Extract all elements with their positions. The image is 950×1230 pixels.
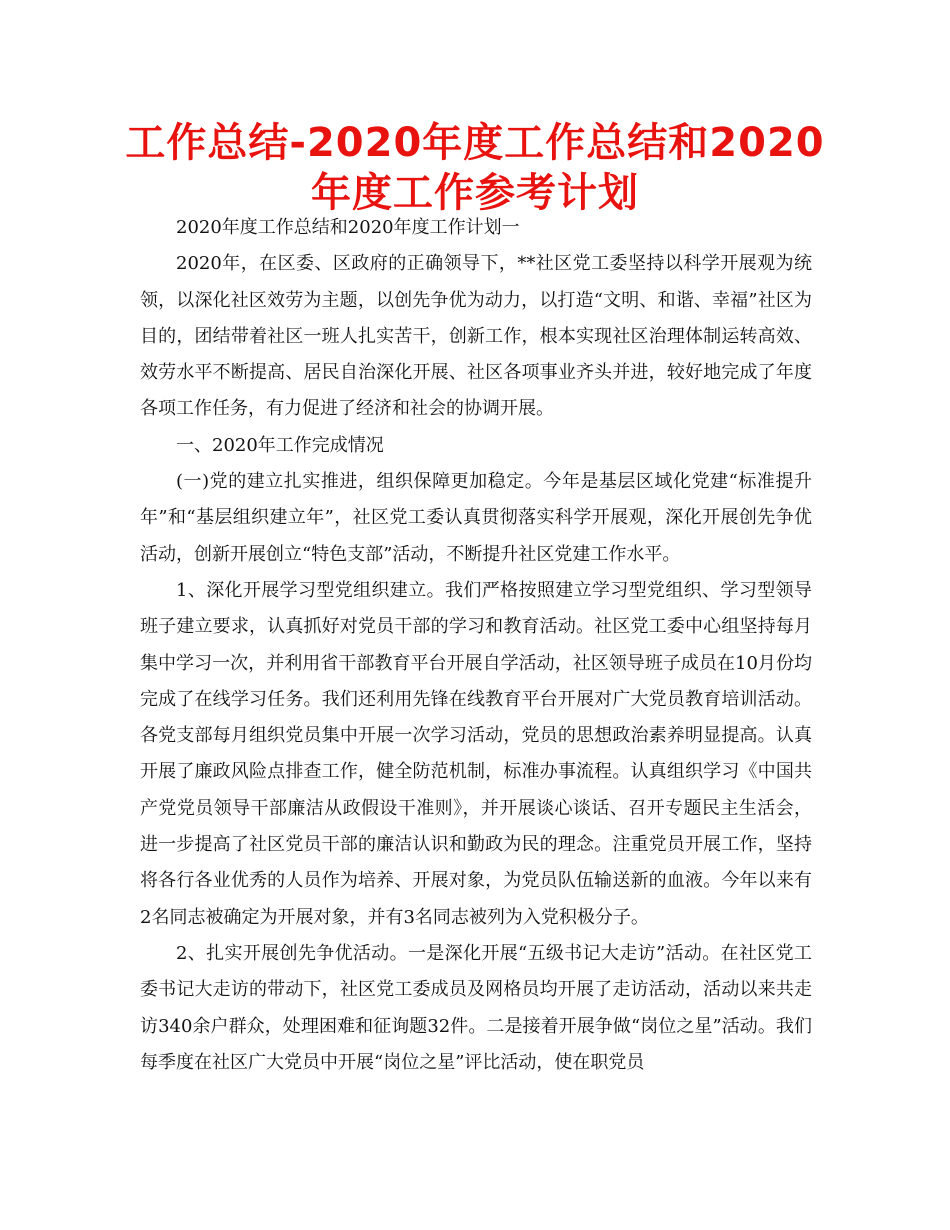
paragraph-party-building: (一)党的建立扎实推进，组织保障更加稳定。今年是基层区域化党建“标准提升年”和“基层组织建立年”，社区党工委认真贯彻落实科学开展观，深化开展创先争优活动，创新开展创立“特色支部”活动，不断提升社区党建工作水平。 [140, 471, 812, 565]
section-heading-completion: 一、2020年工作完成情况 [176, 434, 384, 456]
paragraph-intro: 2020年，在区委、区政府的正确领导下，**社区党工委坚持以科学开展观为统领，以深化社区效劳为主题，以创先争优为动力，以打造“文明、和谐、幸福”社区为目的，团结带着社区一班人扎实苦干，创新工作，根本实现社区治理体制运转高效、效劳水平不断提高、居民自治深化开展、社区各项事业齐头并进，较好地完成了年度各项工作任务，有力促进了经济和社会的协调开展。 [140, 253, 812, 420]
paragraph-plan-heading: 2020年度工作总结和2020年度工作计划一 [176, 217, 520, 238]
document-title: 工作总结-2020年度工作总结和2020年度工作参考计划 [125, 120, 825, 216]
document-body [140, 210, 812, 1081]
paragraph-excellence-activity: 2、扎实开展创先争优活动。一是深化开展“五级书记大走访”活动。在社区党工委书记大走访的带动下，社区党工委成员及网格员均开展了走访活动，活动以来共走访340余户群众，处理困难和征询题32件。二是接着开展争做“岗位之星”活动。我们每季度在社区广大党员中开展“岗位之星”评比活动，使在职党员 [140, 942, 812, 1073]
paragraph-learning-organization: 1、深化开展学习型党组织建立。我们严格按照建立学习型党组织、学习型领导班子建立要求，认真抓好对党员干部的学习和教育活动。社区党工委中心组坚持每月集中学习一次，并利用省干部教育平台开展自学活动，社区领导班子成员在10月份均完成了在线学习任务。我们还利用先锋在线教育平台开展对广大党员教育培训活动。各党支部每月组织党员集中开展一次学习活动，党员的思想政治素养明显提高。认真开展了廉政风险点排查工作，健全防范机制，标准办事流程。认真组织学习《中国共产党党员领导干部廉洁从政假设干准则》，并开展谈心谈话、召开专题民主生活会，进一步提高了社区党员干部的廉洁认识和勤政为民的理念。注重党员开展工作，坚持将各行各业优秀的人员作为培养、开展对象，为党员队伍输送新的血液。今年以来有2名同志被确定为开展对象，并有3名同志被列为入党积极分子。 [140, 579, 812, 928]
